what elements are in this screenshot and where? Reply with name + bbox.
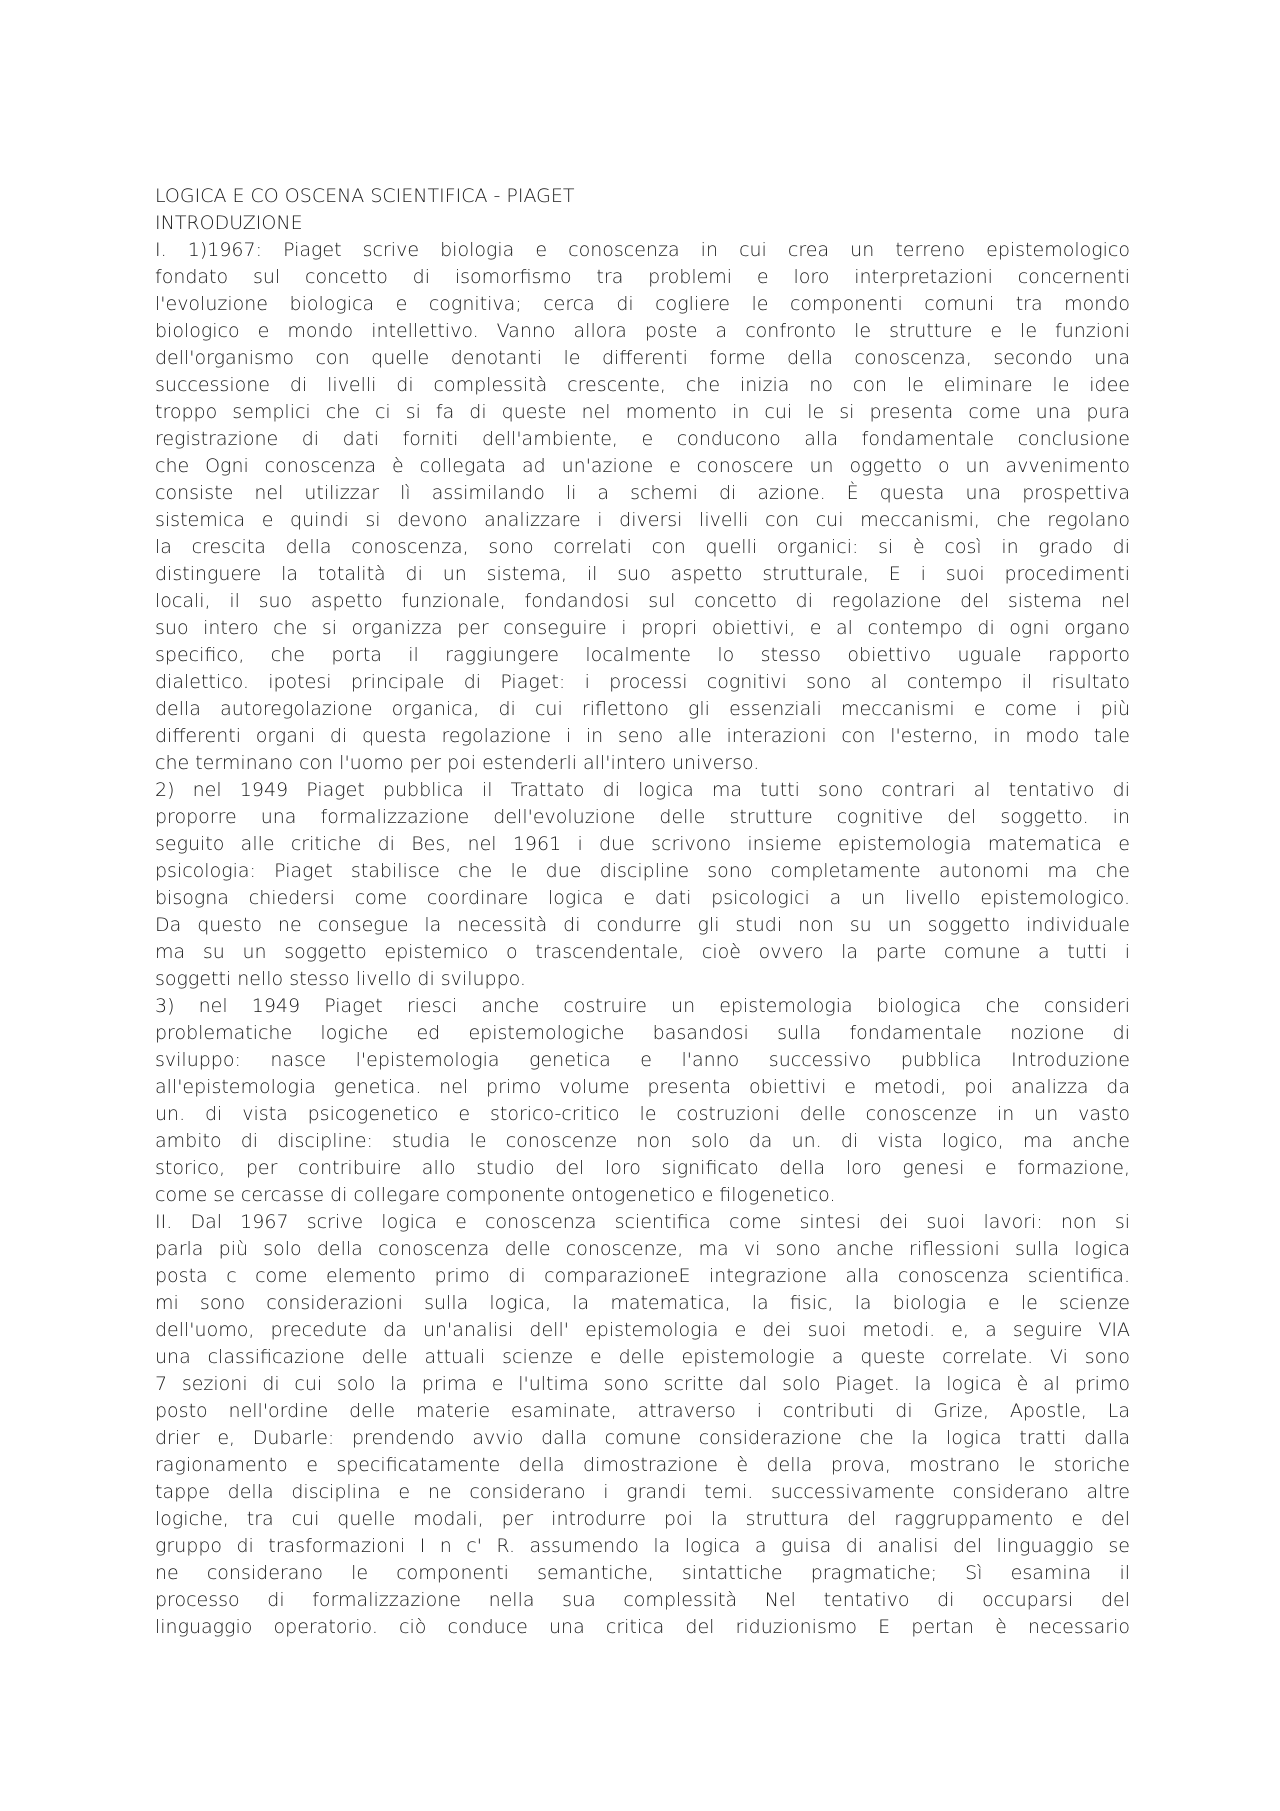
- text-line: consiste nel utilizzar lì assimilando li a schemi di azione. È questa una prospettiva: [155, 482, 1130, 504]
- text-line: sviluppo: nasce l'epistemologia genetica e l'anno successivo pubblica Introduzione: [155, 1049, 1130, 1071]
- text-line: dialettico. ipotesi principale di Piaget: i processi cognitivi sono al contempo il risultato: [155, 671, 1130, 693]
- text-line: dell'organismo con quelle denotanti le differenti forme della conoscenza, secondo una: [155, 347, 1130, 369]
- text-line: fondato sul concetto di isomorfismo tra problemi e loro interpretazioni concernenti: [155, 266, 1130, 288]
- text-line: I. 1)1967: Piaget scrive biologia e conoscenza in cui crea un terreno epistemologico: [155, 239, 1130, 261]
- text-line: biologico e mondo intellettivo. Vanno allora poste a confronto le strutture e le funzioni: [155, 320, 1130, 342]
- paragraph: [155, 237, 1130, 777]
- text-line: II. Dal 1967 scrive logica e conoscenza scientifica come sintesi dei suoi lavori: non si: [155, 1211, 1130, 1233]
- text-line: all'epistemologia genetica. nel primo volume presenta obiettivi e metodi, poi analizza da: [155, 1076, 1130, 1098]
- section-heading: INTRODUZIONE: [155, 212, 303, 234]
- text-line: differenti organi di questa regolazione i in seno alle interazioni con l'esterno, in modo tale: [155, 725, 1130, 747]
- text-line: ragionamento e specificatamente della dimostrazione è della prova, mostrano le storiche: [155, 1454, 1130, 1476]
- paragraph: [155, 777, 1130, 993]
- text-line: registrazione di dati forniti dell'ambiente, e conducono alla fondamentale conclusione: [155, 428, 1130, 450]
- text-line: Da questo ne consegue la necessità di condurre gli studi non su un soggetto individuale: [155, 914, 1130, 936]
- text-line: distinguere la totalità di un sistema, il suo aspetto strutturale, E i suoi procedimenti: [155, 563, 1130, 585]
- paragraph: [155, 1209, 1130, 1641]
- text-line: l'evoluzione biologica e cognitiva; cerca di cogliere le componenti comuni tra mondo: [155, 293, 1130, 315]
- document-body: [155, 237, 1130, 1641]
- text-line: bisogna chiedersi come coordinare logica e dati psicologici a un livello epistemologico.: [155, 887, 1130, 909]
- text-line: 2) nel 1949 Piaget pubblica il Trattato di logica ma tutti sono contrari al tentativo di: [155, 779, 1130, 801]
- text-line: che terminano con l'uomo per poi estenderli all'intero universo.: [155, 752, 760, 774]
- text-line: storico, per contribuire allo studio del loro significato della loro genesi e formazione,: [155, 1157, 1130, 1179]
- text-line: troppo semplici che ci si fa di queste nel momento in cui le si presenta come una pura: [155, 401, 1130, 423]
- text-line: drier e, Dubarle: prendendo avvio dalla comune considerazione che la logica tratti dalla: [155, 1427, 1130, 1449]
- text-line: tappe della disciplina e ne considerano i grandi temi. successivamente considerano altre: [155, 1481, 1130, 1503]
- text-line: locali, il suo aspetto funzionale, fondandosi sul concetto di regolazione del sistema nel: [155, 590, 1130, 612]
- text-line: che Ogni conoscenza è collegata ad un'azione e conoscere un oggetto o un avvenimento: [155, 455, 1130, 477]
- text-line: linguaggio operatorio. ciò conduce una critica del riduzionismo E pertan è necessario: [155, 1616, 1130, 1638]
- text-line: ma su un soggetto epistemico o trascendentale, cioè ovvero la parte comune a tutti i: [155, 941, 1130, 963]
- text-line: una classificazione delle attuali scienze e delle epistemologie a queste correlate. Vi sono: [155, 1346, 1130, 1368]
- text-line: sistemica e quindi si devono analizzare i diversi livelli con cui meccanismi, che regolano: [155, 509, 1130, 531]
- text-line: un. di vista psicogenetico e storico-critico le costruzioni delle conoscenze in un vasto: [155, 1103, 1130, 1125]
- text-line: psicologia: Piaget stabilisce che le due discipline sono completamente autonomi ma che: [155, 860, 1130, 882]
- text-line: ambito di discipline: studia le conoscenze non solo da un. di vista logico, ma anche: [155, 1130, 1130, 1152]
- text-line: la crescita della conoscenza, sono correlati con quelli organici: si è così in grado di: [155, 536, 1130, 558]
- document-page: [155, 183, 1130, 1641]
- document-title: LOGICA E CO OSCENA SCIENTIFICA - PIAGET: [155, 185, 575, 207]
- paragraph: [155, 993, 1130, 1209]
- text-line: posta c come elemento primo di comparazioneE integrazione alla conoscenza scientifica.: [155, 1265, 1130, 1287]
- text-line: successione di livelli di complessità crescente, che inizia no con le eliminare le idee: [155, 374, 1130, 396]
- text-line: 3) nel 1949 Piaget riesci anche costruire un epistemologia biologica che consideri: [155, 995, 1130, 1017]
- text-line: parla più solo della conoscenza delle conoscenze, ma vi sono anche riflessioni sulla logica: [155, 1238, 1130, 1260]
- text-line: gruppo di trasformazioni I n c' R. assumendo la logica a guisa di analisi del linguaggio se: [155, 1535, 1130, 1557]
- text-line: come se cercasse di collegare componente ontogenetico e filogenetico.: [155, 1184, 836, 1206]
- text-line: mi sono considerazioni sulla logica, la matematica, la fisic, la biologia e le scienze: [155, 1292, 1130, 1314]
- text-line: suo intero che si organizza per conseguire i propri obiettivi, e al contempo di ogni organo: [155, 617, 1130, 639]
- text-line: logiche, tra cui quelle modali, per introdurre poi la struttura del raggruppamento e del: [155, 1508, 1130, 1530]
- text-line: soggetti nello stesso livello di sviluppo.: [155, 968, 526, 990]
- text-line: della autoregolazione organica, di cui riflettono gli essenziali meccanismi e come i più: [155, 698, 1130, 720]
- text-line: dell'uomo, precedute da un'analisi dell' epistemologia e dei suoi metodi. e, a seguire VIA: [155, 1319, 1130, 1341]
- text-line: processo di formalizzazione nella sua complessità Nel tentativo di occuparsi del: [155, 1589, 1130, 1611]
- text-line: specifico, che porta il raggiungere localmente lo stesso obiettivo uguale rapporto: [155, 644, 1130, 666]
- text-line: proporre una formalizzazione dell'evoluzione delle strutture cognitive del soggetto. in: [155, 806, 1130, 828]
- text-line: posto nell'ordine delle materie esaminate, attraverso i contributi di Grize, Apostle, La: [155, 1400, 1130, 1422]
- text-line: problematiche logiche ed epistemologiche basandosi sulla fondamentale nozione di: [155, 1022, 1130, 1044]
- text-line: 7 sezioni di cui solo la prima e l'ultima sono scritte dal solo Piaget. la logica è al primo: [155, 1373, 1130, 1395]
- text-line: ne considerano le componenti semantiche, sintattiche pragmatiche; Sì esamina il: [155, 1562, 1130, 1584]
- text-line: seguito alle critiche di Bes, nel 1961 i due scrivono insieme epistemologia matematica e: [155, 833, 1130, 855]
